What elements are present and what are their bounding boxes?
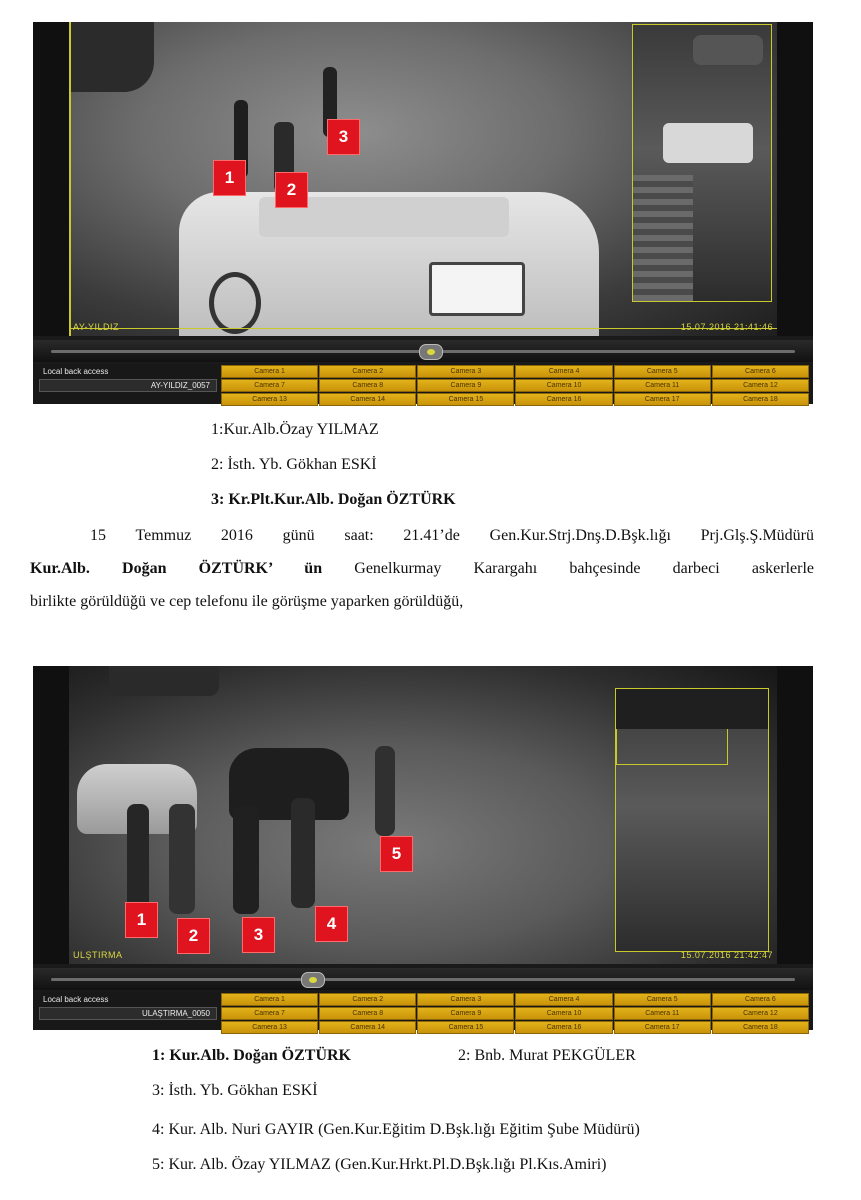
camera-button[interactable]: Camera 5 (614, 365, 711, 378)
camera-name: AY-YILDIZ (73, 322, 120, 332)
caption1-line2: 2: İsth. Yb. Gökhan ESKİ (211, 456, 377, 473)
camera-button[interactable]: Camera 17 (614, 393, 711, 406)
camera-button[interactable]: Camera 11 (614, 1007, 711, 1020)
timeline-knob[interactable] (419, 344, 443, 360)
timeline-track[interactable] (51, 978, 795, 981)
camera-button[interactable]: Camera 9 (417, 1007, 514, 1020)
person-label-5: 5 (380, 836, 413, 872)
camera-button[interactable]: Camera 6 (712, 365, 809, 378)
cctv-screenshot-2 (33, 666, 813, 1030)
paragraph-line2-rest: Genelkurmay Karargahı bahçesinde darbeci askerlerle (322, 560, 815, 577)
local-back-access-label: Local back access (43, 367, 109, 376)
video-view (33, 666, 813, 964)
person-label-1: 1 (213, 160, 246, 196)
cctv-screenshot-1 (33, 22, 813, 404)
camera-button[interactable]: Camera 8 (319, 1007, 416, 1020)
person-label-2: 2 (177, 918, 210, 954)
camera-button[interactable]: Camera 17 (614, 1021, 711, 1034)
camera-button[interactable]: Camera 9 (417, 379, 514, 392)
control-panel (33, 992, 813, 1030)
paragraph-line3: birlikte görüldüğü ve cep telefonu ile görüşme yaparken görüldüğü, (30, 593, 464, 610)
caption2-item2: 2: Bnb. Murat PEKGÜLER (458, 1047, 636, 1064)
caption1-line1: 1:Kur.Alb.Özay YILMAZ (211, 421, 379, 438)
local-back-access (39, 994, 217, 1020)
inset-view (615, 688, 769, 952)
local-back-access (39, 366, 217, 392)
camera-button[interactable]: Camera 6 (712, 993, 809, 1006)
camera-button[interactable]: Camera 2 (319, 365, 416, 378)
camera-button[interactable]: Camera 4 (515, 993, 612, 1006)
camera-button[interactable]: Camera 10 (515, 379, 612, 392)
caption2-item3: 3: İsth. Yb. Gökhan ESKİ (152, 1082, 318, 1099)
control-panel (33, 364, 813, 404)
camera-button[interactable]: Camera 15 (417, 393, 514, 406)
camera-button[interactable]: Camera 12 (712, 1007, 809, 1020)
caption1-line3: 3: Kr.Plt.Kur.Alb. Doğan ÖZTÜRK (211, 491, 456, 508)
camera-button[interactable]: Camera 16 (515, 393, 612, 406)
paragraph-bold-name: Kur.Alb. Doğan ÖZTÜRK’ ün (30, 560, 323, 577)
camera-button[interactable]: Camera 14 (319, 1021, 416, 1034)
local-back-access-field[interactable]: ULAŞTIRMA_0050 (39, 1007, 217, 1020)
caption2-item4: 4: Kur. Alb. Nuri GAYIR (Gen.Kur.Eğitim D.Bşk.lığı Eğitim Şube Müdürü) (152, 1121, 640, 1138)
timeline-knob[interactable] (301, 972, 325, 988)
person-label-3: 3 (242, 917, 275, 953)
local-back-access-field[interactable]: AY-YILDIZ_0057 (39, 379, 217, 392)
camera-button[interactable]: Camera 16 (515, 1021, 612, 1034)
camera-frame (69, 666, 777, 964)
timeline-scrubber[interactable] (33, 340, 813, 362)
camera-button[interactable]: Camera 4 (515, 365, 612, 378)
timestamp: 15.07.2016 21:41:46 (680, 322, 773, 332)
inset-view (632, 24, 772, 302)
person-label-2: 2 (275, 172, 308, 208)
paragraph-line2 (30, 552, 814, 585)
camera-button[interactable]: Camera 1 (221, 993, 318, 1006)
camera-button[interactable]: Camera 13 (221, 393, 318, 406)
caption2-item1: 1: Kur.Alb. Doğan ÖZTÜRK (152, 1047, 351, 1064)
camera-button[interactable]: Camera 3 (417, 365, 514, 378)
description-paragraph (30, 519, 814, 618)
camera-button[interactable]: Camera 15 (417, 1021, 514, 1034)
camera-button[interactable]: Camera 18 (712, 1021, 809, 1034)
camera-button[interactable]: Camera 3 (417, 993, 514, 1006)
person-label-1: 1 (125, 902, 158, 938)
caption2-item5: 5: Kur. Alb. Özay YILMAZ (Gen.Kur.Hrkt.Pl.D.Bşk.lığı Pl.Kıs.Amiri) (152, 1156, 607, 1173)
local-back-access-label: Local back access (43, 995, 109, 1004)
camera-button[interactable]: Camera 1 (221, 365, 318, 378)
camera-button[interactable]: Camera 7 (221, 379, 318, 392)
camera-name: ULŞTIRMA (73, 950, 123, 960)
camera-button[interactable]: Camera 13 (221, 1021, 318, 1034)
video-view (33, 22, 813, 336)
camera-button[interactable]: Camera 2 (319, 993, 416, 1006)
paragraph-line1: 15 Temmuz 2016 günü saat: 21.41’de Gen.Kur.Strj.Dnş.D.Bşk.lığı Prj.Glş.Ş.Müdürü (90, 527, 814, 544)
person-label-4: 4 (315, 906, 348, 942)
camera-button[interactable]: Camera 8 (319, 379, 416, 392)
camera-button[interactable]: Camera 14 (319, 393, 416, 406)
camera-button[interactable]: Camera 12 (712, 379, 809, 392)
camera-button-grid (221, 993, 809, 1034)
timeline-scrubber[interactable] (33, 968, 813, 990)
camera-button[interactable]: Camera 11 (614, 379, 711, 392)
camera-button[interactable]: Camera 7 (221, 1007, 318, 1020)
camera-button[interactable]: Camera 18 (712, 393, 809, 406)
camera-frame (69, 22, 777, 336)
camera-button[interactable]: Camera 5 (614, 993, 711, 1006)
person-label-3: 3 (327, 119, 360, 155)
camera-button-grid (221, 365, 809, 406)
timestamp: 15.07.2016 21:42:47 (680, 950, 773, 960)
camera-button[interactable]: Camera 10 (515, 1007, 612, 1020)
